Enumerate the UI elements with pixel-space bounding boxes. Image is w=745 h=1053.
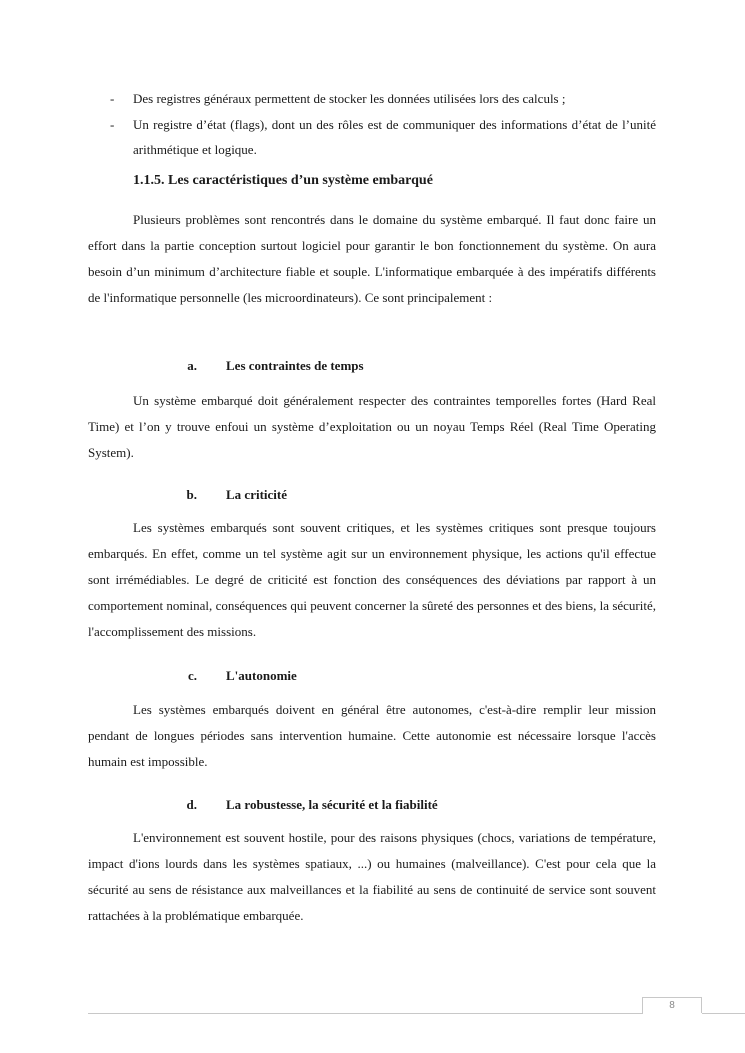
footer-divider-right (702, 1013, 745, 1014)
subsection-heading-c (88, 668, 297, 684)
register-bullet-list (88, 86, 656, 163)
subsection-heading-a (88, 358, 364, 374)
bullet-dash: - (110, 91, 115, 106)
subsection-title: Les contraintes de temps (226, 358, 364, 373)
subsection-letter: d. (186, 797, 197, 812)
bullet-text: Un registre d’état (flags), dont un des rôles est de communiquer des informations d’état de l’unité arithmétique et logique. (133, 116, 656, 157)
intro-paragraph: Plusieurs problèmes sont rencontrés dans le domaine du système embarqué. Il faut donc faire un effort dans la partie conception surtout logiciel pour garantir le bon fonctionnement du système. On aura besoin d’un minimum d’architecture fiable et souple. L'informatique embarquée à des impératifs différents de l'informatique personnelle (les microordinateurs). Ce sont principalement : (88, 212, 656, 305)
subsection-letter: a. (187, 358, 197, 373)
subsection-heading-d (88, 797, 438, 813)
bullet-dash: - (110, 116, 115, 132)
subsection-letter: c. (187, 668, 197, 683)
footer-divider (88, 1013, 643, 1014)
subsection-body-a: Un système embarqué doit généralement respecter des contraintes temporelles fortes (Hard Real Time) et l’on y trouve enfoui un système d’exploitation ou un noyau Temps Réel (Real Time Operating System). (88, 393, 656, 460)
subsection-body-d: L'environnement est souvent hostile, pour des raisons physiques (chocs, variations de température, impact d'ions lourds dans les systèmes spatiaux, ...) ou humaines (malveillance). C'est pour cela que la sécurité au sens de résistance aux malveillances et la fiabilité au sens de continuité de service sont souvent rattachées à la problématique embarquée. (88, 830, 656, 923)
bullet-text: Des registres généraux permettent de stocker les données utilisées lors des calculs ; (133, 91, 566, 106)
subsection-letter: b. (186, 487, 197, 502)
subsection-body-c: Les systèmes embarqués doivent en général être autonomes, c'est-à-dire remplir leur mission pendant de longues périodes sans intervention humaine. Cette autonomie est nécessaire lorsque l'accès humain est impossible. (88, 702, 656, 769)
subsection-title: La criticité (226, 487, 287, 502)
subsection-title: La robustesse, la sécurité et la fiabilité (226, 797, 438, 812)
page-number: 8 (642, 997, 702, 1013)
list-item (88, 112, 656, 163)
subsection-title: L'autonomie (226, 668, 297, 683)
section-heading: 1.1.5. Les caractéristiques d’un système embarqué (133, 173, 433, 188)
subsection-body-b: Les systèmes embarqués sont souvent critiques, et les systèmes critiques sont presque toujours embarqués. En effet, comme un tel système agit sur un environnement physique, les actions qu'il effectue sont irrémédiables. Le degré de criticité est fonction des conséquences des déviations par rapport à un comportement nominal, conséquences qui peuvent concerner la sûreté des personnes et des biens, la sécurité, l'accomplissement des missions. (88, 520, 656, 639)
subsection-heading-b (88, 487, 287, 503)
list-item (88, 86, 656, 112)
